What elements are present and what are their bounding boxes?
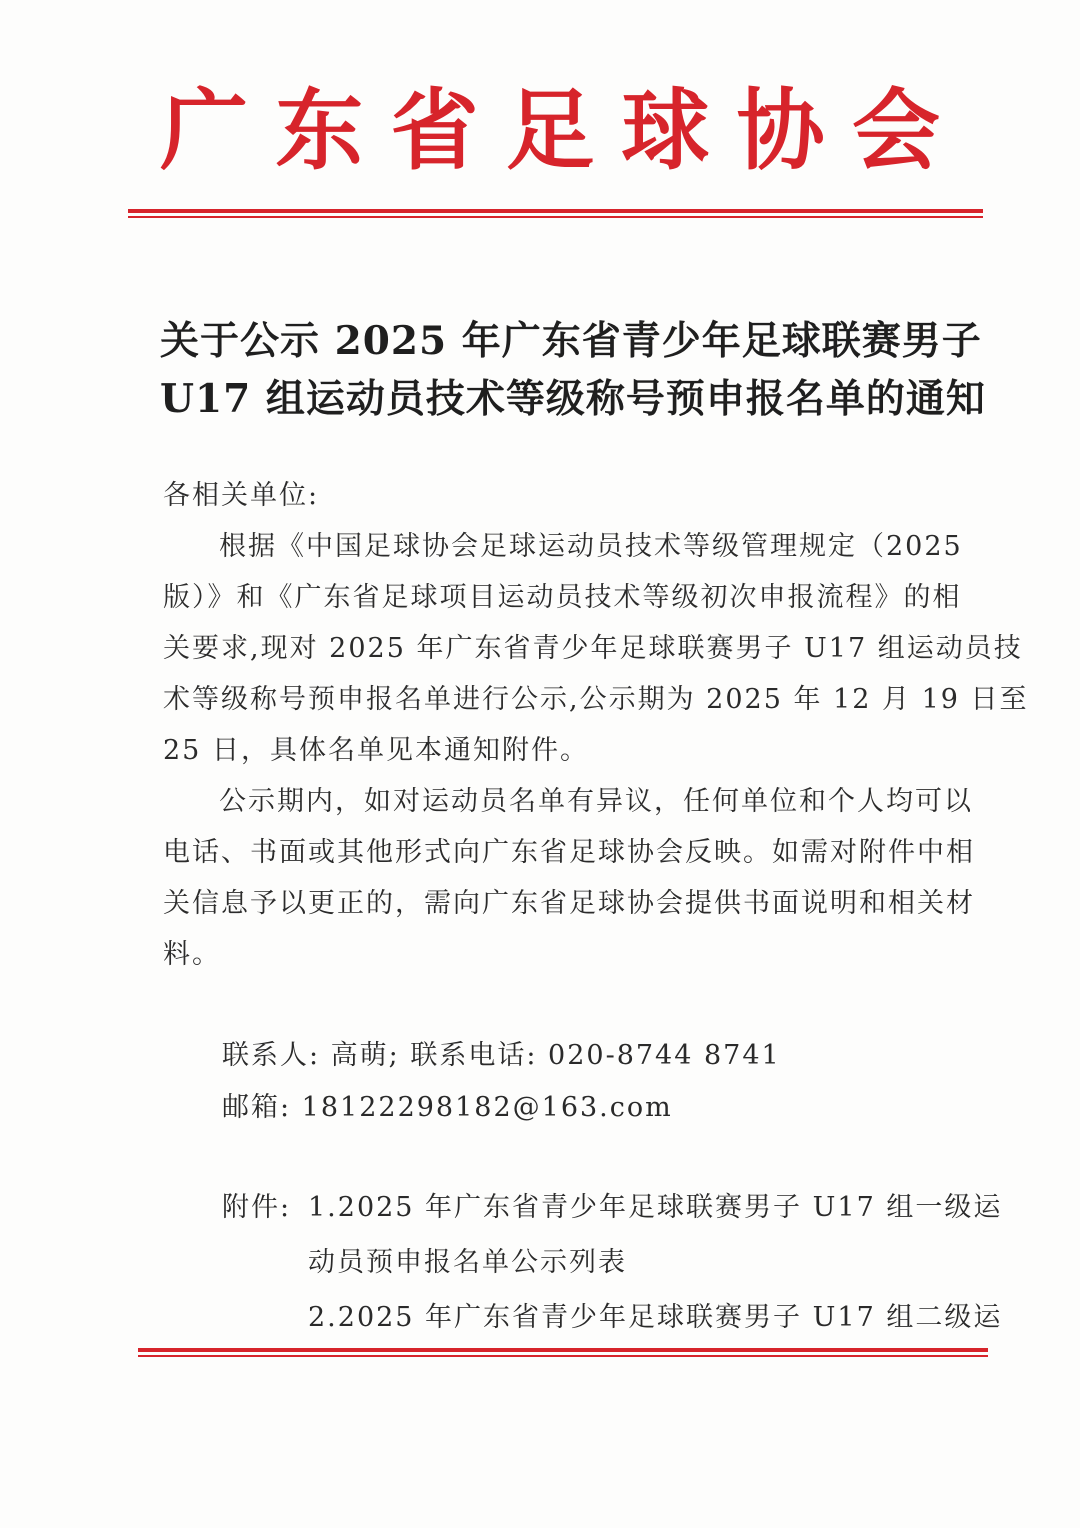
header-divider-thin xyxy=(128,216,983,218)
footer-divider-thin xyxy=(138,1355,988,1357)
letterhead-char: 省 xyxy=(390,78,479,182)
paragraph-line: 25 日，具体名单见本通知附件。 xyxy=(163,735,589,766)
attachment-text: 1.2025 年广东省青少年足球联赛男子 U17 组一级运 xyxy=(308,1192,1003,1223)
attachments xyxy=(222,1180,1002,1345)
footer-divider-thick xyxy=(138,1348,988,1352)
letterhead-char: 协 xyxy=(736,78,825,182)
letterhead-char: 东 xyxy=(275,78,364,182)
paragraph-line: 关要求,现对 2025 年广东省青少年足球联赛男子 U17 组运动员技 xyxy=(163,633,1023,664)
attachment-text: 动员预申报名单公示列表 xyxy=(308,1247,627,1278)
letterhead-char: 足 xyxy=(505,78,594,182)
paragraph-line: 术等级称号预申报名单进行公示,公示期为 2025 年 12 月 19 日至 xyxy=(163,684,1029,715)
title-line: 关于公示 2025 年广东省青少年足球联赛男子 xyxy=(160,318,982,364)
contact-person-line: 联系人: 高萌; 联系电话: 020-8744 8741 xyxy=(222,1040,781,1071)
attachments-label: 附件: xyxy=(222,1192,292,1223)
salutation: 各相关单位: xyxy=(163,480,320,511)
letterhead-char: 会 xyxy=(851,78,940,182)
letterhead xyxy=(160,80,940,180)
paragraph-line: 关信息予以更正的，需向广东省足球协会提供书面说明和相关材 xyxy=(163,888,975,919)
paragraph-line: 电话、书面或其他形式向广东省足球协会反映。如需对附件中相 xyxy=(163,837,975,868)
paragraph-line: 版）》和《广东省足球项目运动员技术等级初次申报流程》的相 xyxy=(163,582,962,613)
letterhead-char: 球 xyxy=(621,78,710,182)
attachment-text: 2.2025 年广东省青少年足球联赛男子 U17 组二级运 xyxy=(308,1302,1003,1333)
document-body xyxy=(163,470,1029,980)
title-line: U17 组运动员技术等级称号预申报名单的通知 xyxy=(160,376,986,422)
letterhead-char: 广 xyxy=(160,78,249,182)
paragraph-line: 根据《中国足球协会足球运动员技术等级管理规定（2025 xyxy=(219,531,963,562)
document-title xyxy=(160,312,986,428)
paragraph-line: 公示期内，如对运动员名单有异议，任何单位和个人均可以 xyxy=(219,786,973,817)
header-divider-thick xyxy=(128,209,983,213)
attachment-item xyxy=(222,1180,1002,1235)
paragraph-line: 料。 xyxy=(163,939,221,970)
contact-email-line: 邮箱: 18122298182@163.com xyxy=(222,1092,673,1123)
